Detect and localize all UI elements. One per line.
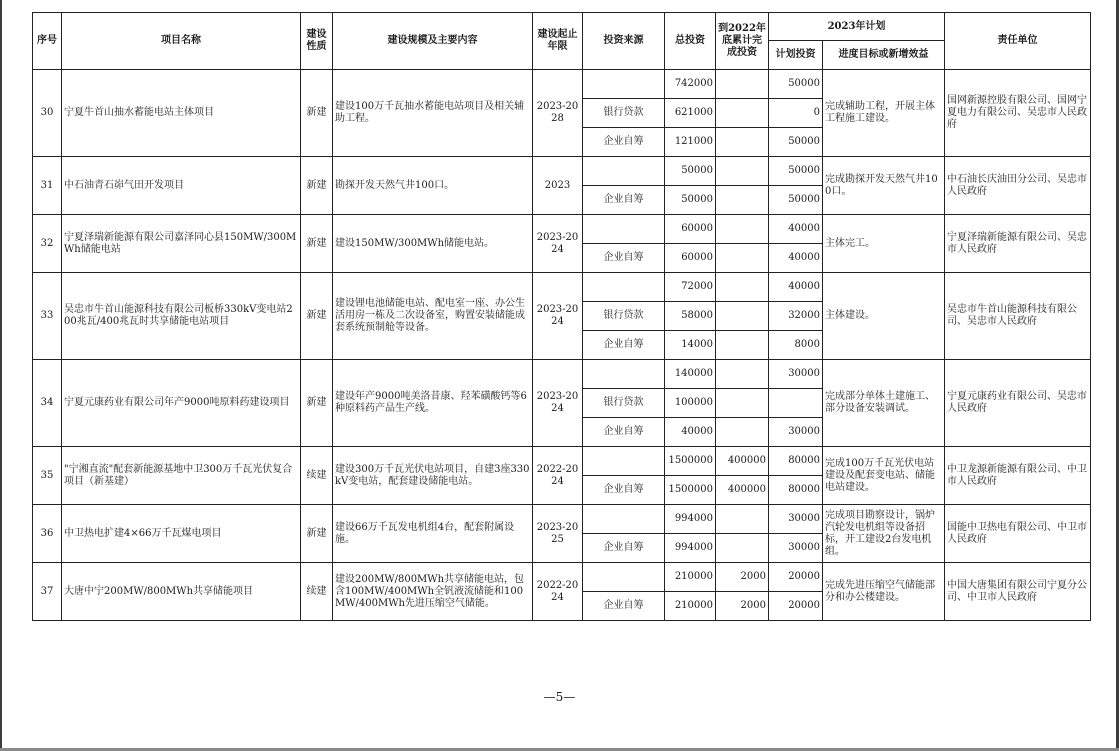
row-nature: 新建	[301, 70, 333, 157]
row-source: 企业自筹	[583, 418, 665, 447]
row-source	[583, 447, 665, 476]
table-row	[33, 505, 1091, 534]
row-cum2022: 2000	[716, 563, 769, 592]
row-source: 企业自筹	[583, 128, 665, 157]
header-progress: 进度目标或新增效益	[823, 41, 945, 70]
row-unit: 中卫龙源新能源有限公司、中卫市人民政府	[945, 447, 1091, 505]
row-name: 中卫热电扩建4×66万千瓦煤电项目	[62, 505, 301, 563]
row-cum2022	[716, 244, 769, 273]
table-row	[33, 447, 1091, 476]
row-progress: 完成勘探开发天然气井100口。	[823, 157, 945, 215]
project-table-body	[33, 70, 1091, 621]
row-scale: 建设200MW/800MWh共享储能电站，包含100MW/400MWh全钒液流储能和100MW/400MWh先进压缩空气储能。	[333, 563, 533, 621]
header-total: 总投资	[665, 13, 716, 70]
row-source	[583, 215, 665, 244]
row-source: 银行贷款	[583, 99, 665, 128]
page-number: —5—	[543, 690, 576, 704]
row-scale: 建设100万千瓦抽水蓄能电站项目及相关辅助工程。	[333, 70, 533, 157]
row-plan-invest: 30000	[769, 360, 823, 389]
row-plan-invest: 40000	[769, 244, 823, 273]
header-plan2023: 2023年计划	[769, 13, 945, 41]
table-row	[33, 563, 1091, 592]
row-total: 210000	[665, 563, 716, 592]
row-source: 银行贷款	[583, 302, 665, 331]
row-cum2022	[716, 360, 769, 389]
row-total: 100000	[665, 389, 716, 418]
page-left-edge	[0, 0, 2, 751]
row-total: 1500000	[665, 447, 716, 476]
row-plan-invest: 50000	[769, 128, 823, 157]
row-unit: 吴忠市牛首山能源科技有限公司、吴忠市人民政府	[945, 273, 1091, 360]
row-plan-invest: 30000	[769, 418, 823, 447]
header-plan-invest: 计划投资	[769, 41, 823, 70]
row-unit: 中国大唐集团有限公司宁夏分公司、中卫市人民政府	[945, 563, 1091, 621]
row-progress: 完成辅助工程，开展主体工程施工建设。	[823, 70, 945, 157]
row-progress: 主体建设。	[823, 273, 945, 360]
row-scale: 建设年产9000吨美洛昔康、羟苯磺酸钙等6种原料药产品生产线。	[333, 360, 533, 447]
row-cum2022	[716, 331, 769, 360]
row-source	[583, 273, 665, 302]
row-cum2022	[716, 128, 769, 157]
row-period: 2023-2024	[533, 360, 583, 447]
row-cum2022	[716, 186, 769, 215]
row-plan-invest: 8000	[769, 331, 823, 360]
row-nature: 续建	[301, 563, 333, 621]
row-plan-invest: 20000	[769, 592, 823, 621]
header-name: 项目名称	[62, 13, 301, 70]
row-cum2022	[716, 418, 769, 447]
row-source: 企业自筹	[583, 534, 665, 563]
row-name: "宁湘直流"配套新能源基地中卫300万千瓦光伏复合项目（新基建）	[62, 447, 301, 505]
row-plan-invest: 50000	[769, 186, 823, 215]
table-row	[33, 360, 1091, 389]
row-unit: 国网新源控股有限公司、国网宁夏电力有限公司、吴忠市人民政府	[945, 70, 1091, 157]
row-total: 994000	[665, 505, 716, 534]
row-total: 1500000	[665, 476, 716, 505]
row-seq: 31	[33, 157, 62, 215]
row-cum2022	[716, 273, 769, 302]
row-progress: 完成部分单体土建施工、部分设备安装调试。	[823, 360, 945, 447]
row-nature: 新建	[301, 505, 333, 563]
row-total: 60000	[665, 215, 716, 244]
row-period: 2022-2024	[533, 447, 583, 505]
row-period: 2023-2025	[533, 505, 583, 563]
row-seq: 33	[33, 273, 62, 360]
row-plan-invest: 30000	[769, 534, 823, 563]
row-scale: 建设300万千瓦光伏电站项目，自建3座330kV变电站，配套建设储能电站。	[333, 447, 533, 505]
row-source: 企业自筹	[583, 592, 665, 621]
header-source: 投资来源	[583, 13, 665, 70]
row-unit: 宁夏泽瑞新能源有限公司、吴忠市人民政府	[945, 215, 1091, 273]
row-total: 58000	[665, 302, 716, 331]
row-name: 大唐中宁200MW/800MWh共享储能项目	[62, 563, 301, 621]
row-plan-invest: 30000	[769, 505, 823, 534]
row-total: 121000	[665, 128, 716, 157]
table-row	[33, 70, 1091, 99]
header-nature: 建设性质	[301, 13, 333, 70]
row-progress: 完成先进压缩空气储能部分和办公楼建设。	[823, 563, 945, 621]
row-name: 宁夏牛首山抽水蓄能电站主体项目	[62, 70, 301, 157]
row-source: 企业自筹	[583, 331, 665, 360]
row-total: 140000	[665, 360, 716, 389]
row-source: 银行贷款	[583, 389, 665, 418]
row-total: 742000	[665, 70, 716, 99]
row-nature: 新建	[301, 360, 333, 447]
row-seq: 37	[33, 563, 62, 621]
row-cum2022	[716, 534, 769, 563]
row-name: 中石油青石峁气田开发项目	[62, 157, 301, 215]
row-nature: 新建	[301, 157, 333, 215]
row-cum2022	[716, 302, 769, 331]
row-period: 2023	[533, 157, 583, 215]
row-unit: 宁夏元康药业有限公司、吴忠市人民政府	[945, 360, 1091, 447]
row-nature: 新建	[301, 215, 333, 273]
row-total: 50000	[665, 186, 716, 215]
header-cum2022: 到2022年底累计完成投资	[716, 13, 769, 70]
row-period: 2023-2028	[533, 70, 583, 157]
row-plan-invest	[769, 389, 823, 418]
row-seq: 34	[33, 360, 62, 447]
row-total: 60000	[665, 244, 716, 273]
row-cum2022	[716, 70, 769, 99]
row-progress: 完成项目勘察设计，锅炉汽轮发电机组等设备招标，开工建设2台发电机组。	[823, 505, 945, 563]
row-source	[583, 505, 665, 534]
row-total: 72000	[665, 273, 716, 302]
row-seq: 36	[33, 505, 62, 563]
row-cum2022	[716, 389, 769, 418]
header-unit: 责任单位	[945, 13, 1091, 70]
project-table	[32, 12, 1091, 621]
row-plan-invest: 32000	[769, 302, 823, 331]
row-plan-invest: 80000	[769, 476, 823, 505]
row-plan-invest: 0	[769, 99, 823, 128]
row-seq: 30	[33, 70, 62, 157]
row-scale: 建设锂电池储能电站、配电室一座、办公生活用房一栋及二次设备室，购置安装储能成套系统预制舱等设备。	[333, 273, 533, 360]
row-seq: 35	[33, 447, 62, 505]
row-source	[583, 70, 665, 99]
row-source	[583, 563, 665, 592]
row-plan-invest: 40000	[769, 215, 823, 244]
row-plan-invest: 20000	[769, 563, 823, 592]
row-total: 210000	[665, 592, 716, 621]
row-progress: 主体完工。	[823, 215, 945, 273]
row-period: 2023-2024	[533, 273, 583, 360]
header-period: 建设起止年限	[533, 13, 583, 70]
row-cum2022	[716, 157, 769, 186]
row-source: 企业自筹	[583, 186, 665, 215]
row-source	[583, 360, 665, 389]
row-total: 14000	[665, 331, 716, 360]
row-name: 宁夏泽瑞新能源有限公司嘉泽同心县150MW/300MWh储能电站	[62, 215, 301, 273]
row-progress: 完成100万千瓦光伏电站建设及配套变电站、储能电站建设。	[823, 447, 945, 505]
header-seq: 序号	[33, 13, 62, 70]
row-period: 2022-2024	[533, 563, 583, 621]
row-name: 宁夏元康药业有限公司年产9000吨原料药建设项目	[62, 360, 301, 447]
table-row	[33, 157, 1091, 186]
row-cum2022	[716, 215, 769, 244]
row-plan-invest: 50000	[769, 157, 823, 186]
table-row	[33, 215, 1091, 244]
row-cum2022	[716, 505, 769, 534]
row-nature: 新建	[301, 273, 333, 360]
row-total: 621000	[665, 99, 716, 128]
row-unit: 国能中卫热电有限公司、中卫市人民政府	[945, 505, 1091, 563]
row-source: 企业自筹	[583, 476, 665, 505]
row-source	[583, 157, 665, 186]
row-period: 2023-2024	[533, 215, 583, 273]
row-plan-invest: 80000	[769, 447, 823, 476]
row-scale: 建设66万千瓦发电机组4台，配套附属设施。	[333, 505, 533, 563]
row-scale: 建设150MW/300MWh储能电站。	[333, 215, 533, 273]
row-total: 40000	[665, 418, 716, 447]
row-nature: 续建	[301, 447, 333, 505]
row-total: 994000	[665, 534, 716, 563]
row-cum2022: 2000	[716, 592, 769, 621]
row-source: 企业自筹	[583, 244, 665, 273]
row-plan-invest: 50000	[769, 70, 823, 99]
header-scale: 建设规模及主要内容	[333, 13, 533, 70]
row-scale: 勘探开发天然气井100口。	[333, 157, 533, 215]
row-total: 50000	[665, 157, 716, 186]
row-cum2022	[716, 99, 769, 128]
row-cum2022: 400000	[716, 476, 769, 505]
row-seq: 32	[33, 215, 62, 273]
table-row	[33, 273, 1091, 302]
row-cum2022: 400000	[716, 447, 769, 476]
row-unit: 中石油长庆油田分公司、吴忠市人民政府	[945, 157, 1091, 215]
row-name: 吴忠市牛首山能源科技有限公司板桥330kV变电站200兆瓦/400兆瓦时共享储能电站项目	[62, 273, 301, 360]
row-plan-invest: 40000	[769, 273, 823, 302]
